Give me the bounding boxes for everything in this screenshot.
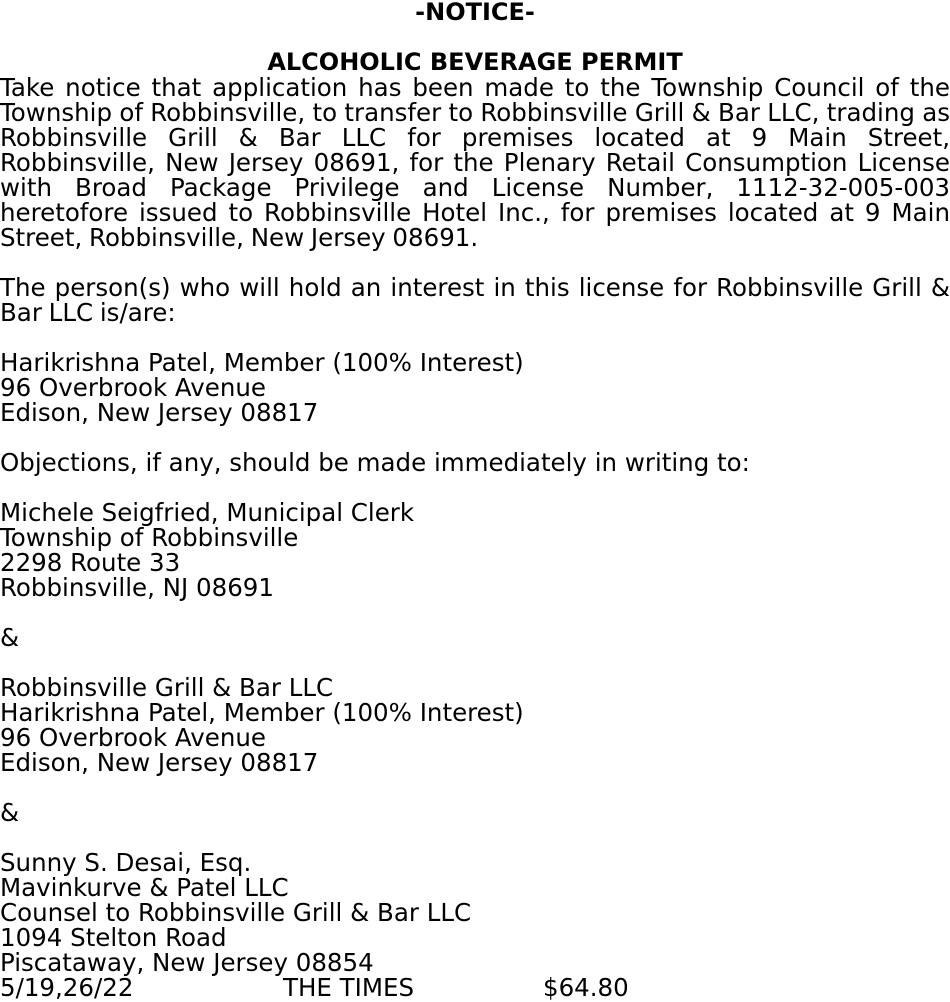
intro-paragraph: Take notice that application has been made to the Township Council of the Township of Robbinsville, to transfer to Robbinsville Grill & Bar LLC, trading as Robbinsville Grill & Bar LLC for premises located at 9 Main Street, Robbinsville, New Jersey 08691, for the Plenary Retail Consumption License with Broad Package Privilege and License Number, 1112-32-005-003 heretofore issued to Robbinsville Hotel Inc., for premises located at 9 Main Street, Robbinsville, New Jersey 08691.: [0, 73, 950, 252]
counsel-street-line: 1094 Stelton Road: [0, 923, 227, 952]
licensee-address-block: [0, 675, 950, 775]
ampersand-separator-2: &: [0, 798, 20, 827]
counsel-city-line: Piscataway, New Jersey 08854: [0, 948, 374, 977]
counsel-role-line: Counsel to Robbinsville Grill & Bar LLC: [0, 898, 472, 927]
clerk-township-line: Township of Robbinsville: [0, 523, 299, 552]
licensee-company-line: Robbinsville Grill & Bar LLC: [0, 673, 334, 702]
clerk-name-line: Michele Seigfried, Municipal Clerk: [0, 498, 415, 527]
licensee-member-line: Harikrishna Patel, Member (100% Interest): [0, 698, 524, 727]
licensee-city-line: Edison, New Jersey 08817: [0, 748, 319, 777]
publication-name: THE TIMES: [283, 973, 415, 1002]
publication-footer: [0, 975, 950, 1000]
member-name-line: Harikrishna Patel, Member (100% Interest): [0, 348, 524, 377]
counsel-firm-line: Mavinkurve & Patel LLC: [0, 873, 289, 902]
publication-price: $64.80: [543, 973, 629, 1002]
counsel-name-line: Sunny S. Desai, Esq.: [0, 848, 252, 877]
publication-dates: 5/19,26/22: [0, 973, 134, 1002]
member-city-line: Edison, New Jersey 08817: [0, 398, 319, 427]
ampersand-separator-1: &: [0, 623, 20, 652]
persons-paragraph: The person(s) who will hold an interest in this license for Robbinsville Grill & Bar LLC is/are:: [0, 273, 950, 327]
clerk-address-block: [0, 500, 950, 600]
notice-header: -NOTICE-: [415, 0, 535, 26]
licensee-street-line: 96 Overbrook Avenue: [0, 723, 266, 752]
notice-title: ALCOHOLIC BEVERAGE PERMIT: [267, 48, 683, 76]
member-address-block: [0, 350, 950, 425]
clerk-street-line: 2298 Route 33: [0, 548, 181, 577]
objections-line: Objections, if any, should be made immediately in writing to:: [0, 448, 750, 477]
clerk-city-line: Robbinsville, NJ 08691: [0, 573, 274, 602]
member-street-line: 96 Overbrook Avenue: [0, 373, 266, 402]
counsel-address-block: [0, 850, 950, 975]
